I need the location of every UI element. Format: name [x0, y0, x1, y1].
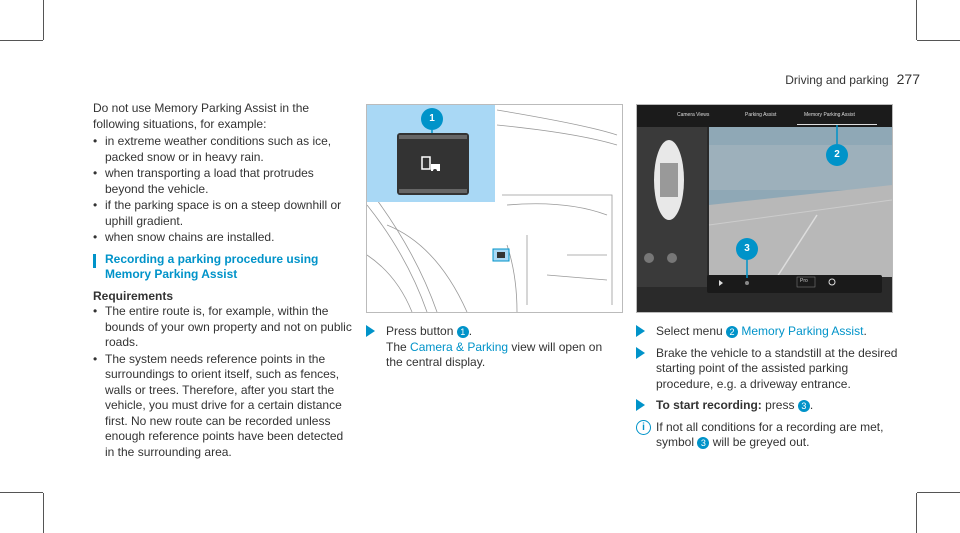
display-screenshot: [636, 104, 893, 313]
tab-memory-parking-assist: Memory Parking Assist: [804, 112, 855, 118]
step-row: [636, 346, 898, 393]
step-text: Press button: [386, 324, 454, 338]
info-text: will be greyed out.: [712, 435, 810, 449]
list-item: • in extreme weather conditions such as ice, packed snow or in heavy rain.: [93, 134, 355, 165]
step-text: press: [765, 398, 795, 412]
callout-badge: 3: [798, 400, 810, 412]
crop-mark: [0, 40, 43, 41]
list-item: • when transporting a load that protrudes beyond the vehicle.: [93, 166, 355, 197]
crop-mark: [43, 0, 44, 40]
step1-block: [366, 324, 621, 377]
step-row: Press button 1 . The Camera & Parking view will open on the central display.: [366, 324, 621, 371]
step-text: Select menu: [656, 324, 723, 338]
info-text: If not all conditions for a recording are met, symbol: [656, 419, 884, 449]
callout-number: 1: [429, 113, 435, 124]
arrow-icon: [636, 347, 645, 359]
list-item: • when snow chains are installed.: [93, 230, 355, 246]
tab-parking-assist: Parking Assist: [745, 112, 777, 118]
page-header: [785, 71, 920, 87]
tab-camera-views: Camera Views: [677, 112, 710, 118]
crop-mark: [917, 40, 960, 41]
text-column: [93, 101, 355, 461]
requirements-title: Requirements: [93, 288, 174, 303]
step-row: Select menu 2 Memory Parking Assist.: [636, 324, 898, 340]
crop-mark: [0, 492, 43, 493]
callout-badge: 2: [726, 326, 738, 338]
bar-label: Pro: [800, 278, 808, 284]
step2-block: [636, 324, 898, 457]
record-icon: [745, 281, 749, 285]
callout-badge: 1: [457, 326, 469, 338]
route-icon: [667, 253, 677, 263]
arrow-icon: [636, 399, 645, 411]
info-icon: i: [636, 420, 651, 435]
camera-parking-link: Camera & Parking: [410, 339, 509, 354]
step-label: To start recording:: [656, 398, 762, 412]
cockpit-drawing: [367, 105, 622, 312]
info-row: [636, 420, 898, 451]
crop-mark: [916, 493, 917, 533]
callout-number: 3: [744, 243, 750, 254]
camera-view: [637, 105, 892, 312]
crop-mark: [916, 0, 917, 40]
requirements-list: [93, 304, 355, 460]
intro-text: Do not use Memory Parking Assist in the following situations, for example:: [93, 101, 310, 131]
arrow-icon: [366, 325, 375, 337]
crop-mark: [917, 492, 960, 493]
list-item: • The entire route is, for example, within the bounds of your own property and not on public roads.: [93, 304, 355, 351]
step-text: view will open on the central display.: [386, 339, 603, 369]
section-title: Recording a parking procedure using Memory Parking Assist: [93, 252, 355, 283]
arrow-icon: [636, 325, 645, 337]
cockpit-illustration: [366, 104, 623, 313]
situation-list: [93, 134, 355, 246]
step-text: Brake the vehicle to a standstill at the desired starting point of the assisted parking procedure, e.g. a driveway entrance.: [656, 345, 898, 391]
section-name: Driving and parking: [785, 73, 889, 87]
control-bar: [707, 275, 882, 293]
memory-parking-link: Memory Parking Assist: [741, 324, 864, 338]
page-number: 277: [896, 71, 920, 87]
crop-mark: [43, 493, 44, 533]
step-text: The: [386, 339, 407, 354]
settings-icon: [644, 253, 654, 263]
list-item: • if the parking space is on a steep downhill or uphill gradient.: [93, 198, 355, 229]
callout-badge: 3: [697, 437, 709, 449]
step-row: To start recording: press 3 .: [636, 398, 898, 414]
list-item: • The system needs reference points in the surroundings to orient itself, such as fences, walls or trees. Therefore, after you start the vehicle, you must drive for a certain distance first. No new route can be recorded unless enough reference points have been detected in the surrounding area.: [93, 352, 355, 461]
callout-number: 2: [834, 149, 840, 160]
